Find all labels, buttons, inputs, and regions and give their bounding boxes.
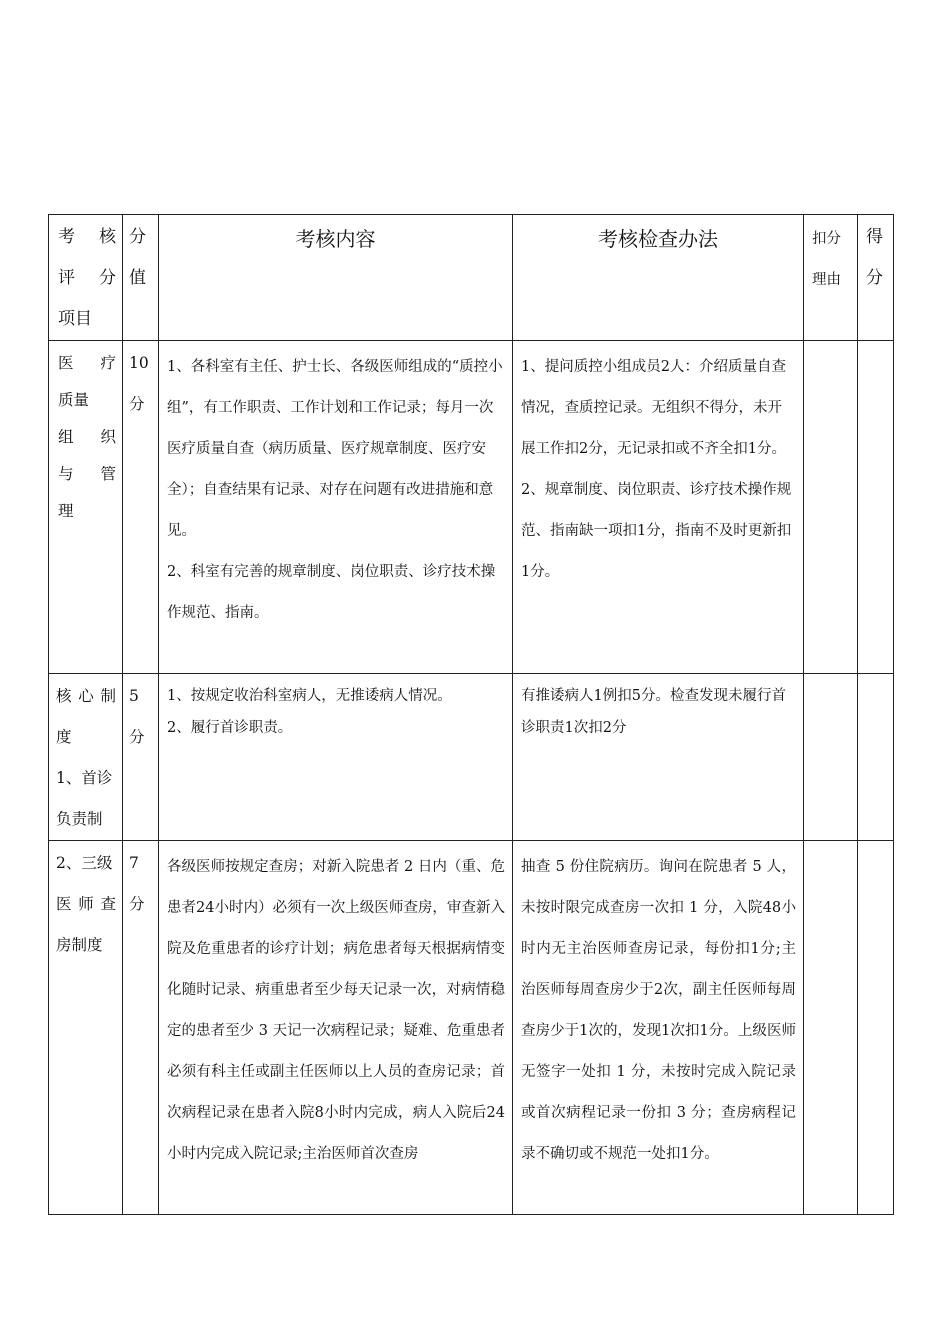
header-get: 得分 (866, 227, 883, 288)
header-content-cell (159, 215, 513, 341)
content-paragraph: 1、按规定收治科室病人，无推诿病人情况。 (167, 688, 452, 704)
get-cell (858, 341, 894, 674)
method-paragraph: 抽查 5 份住院病历。询问在院患者 5 人，未按时限完成查房一次扣 1 分，入院48小时内无主治医师查房记录，每份扣1分;主治医师每周查房少于2次，副主任医师每周查房少于1次的，发现1次扣1分。上级医师无签字一处扣 1 分，未按时完成入院记录或首次病程记录一份扣 3 分；查房病程记录不确切或不规范一处扣1分。 (521, 859, 796, 1162)
item-line: 质量 (58, 391, 90, 409)
item-line: 房制度 (56, 936, 103, 954)
method-cell (513, 841, 804, 1215)
content-paragraph: 各级医师按规定查房；对新入院患者 2 日内（重、危患者24小时内）必须有一次上级医师查房，审查新入院及危重患者的诊疗计划；病危患者每天根据病情变化随时记录、病重患者至少每天记录一次，对病情稳定的患者至少 3 天记一次病程记录；疑难、危重患者必须有科主任或副主任医师以上人员的查房记录；首次病程记录在患者入院8小时内完成，病人入院后24小时内完成入院记录;主治医师首次查房 (167, 859, 505, 1162)
item-line: 负责制 (56, 810, 103, 828)
header-row (49, 215, 894, 341)
assessment-table (48, 214, 894, 1215)
method-paragraph: 有推诿病人1例扣5分。检查发现未履行首诊职责1次扣2分 (521, 688, 786, 736)
content-cell (159, 341, 513, 674)
header-score: 分值 (129, 227, 146, 288)
content-paragraph: 2、履行首诊职责。 (167, 720, 293, 736)
header-method-cell (513, 215, 804, 341)
header-get-cell (858, 215, 894, 341)
item-cell (49, 341, 123, 674)
reason-cell (804, 674, 858, 841)
method-paragraph: 1、提问质控小组成员2人：介绍质量自查情况，查质控记录。无组织不得分，未开展工作扣2分，无记录扣或不齐全扣1分。 (521, 359, 786, 457)
get-cell (858, 841, 894, 1215)
score-value: 5分 (129, 687, 145, 746)
header-item-line1: 考 核 (58, 227, 116, 247)
item-line: 核心制 (56, 687, 116, 705)
header-item-line2: 评 分 (58, 268, 116, 288)
item-cell (49, 841, 123, 1215)
item-line: 医 疗 (58, 354, 116, 372)
get-value (858, 841, 893, 853)
header-content: 考核内容 (295, 227, 376, 251)
item-cell (49, 674, 123, 841)
item-line: 与 管 (58, 465, 116, 483)
table-row (49, 674, 894, 841)
score-cell (123, 674, 159, 841)
get-value (858, 674, 893, 686)
item-line: 组 织 (58, 428, 116, 446)
header-reason: 扣分理由 (812, 231, 841, 288)
content-cell (159, 841, 513, 1215)
content-cell (159, 674, 513, 841)
header-method: 考核检查办法 (598, 227, 718, 251)
table-row (49, 341, 894, 674)
header-reason-cell (804, 215, 858, 341)
method-paragraph: 2、规章制度、岗位职责、诊疗技术操作规范、指南缺一项扣1分，指南不及时更新扣1分。 (521, 482, 792, 580)
reason-value (804, 674, 857, 686)
reason-value (804, 341, 857, 353)
item-line: 理 (58, 502, 74, 520)
header-score-cell (123, 215, 159, 341)
method-cell (513, 674, 804, 841)
reason-cell (804, 841, 858, 1215)
item-line: 1、首诊 (56, 769, 113, 787)
item-line: 度 (56, 728, 72, 746)
header-item-line3: 项目 (58, 309, 92, 329)
score-cell (123, 341, 159, 674)
header-item-cell (49, 215, 123, 341)
score-cell (123, 841, 159, 1215)
content-paragraph: 1、各科室有主任、护士长、各级医师组成的“质控小组”，有工作职责、工作计划和工作记录；每月一次医疗质量自查（病历质量、医疗规章制度、医疗安全）；自查结果有记录、对存在问题有改进措施和意见。 (167, 359, 503, 539)
content-paragraph: 2、科室有完善的规章制度、岗位职责、诊疗技术操作规范、指南。 (167, 564, 496, 621)
reason-cell (804, 341, 858, 674)
item-line: 医师查 (56, 895, 116, 913)
get-value (858, 341, 893, 353)
score-value: 7分 (129, 854, 145, 913)
item-line: 2、三级 (56, 854, 113, 872)
reason-value (804, 841, 857, 853)
table-row (49, 841, 894, 1215)
score-value: 10分 (129, 354, 149, 413)
get-cell (858, 674, 894, 841)
method-cell (513, 341, 804, 674)
